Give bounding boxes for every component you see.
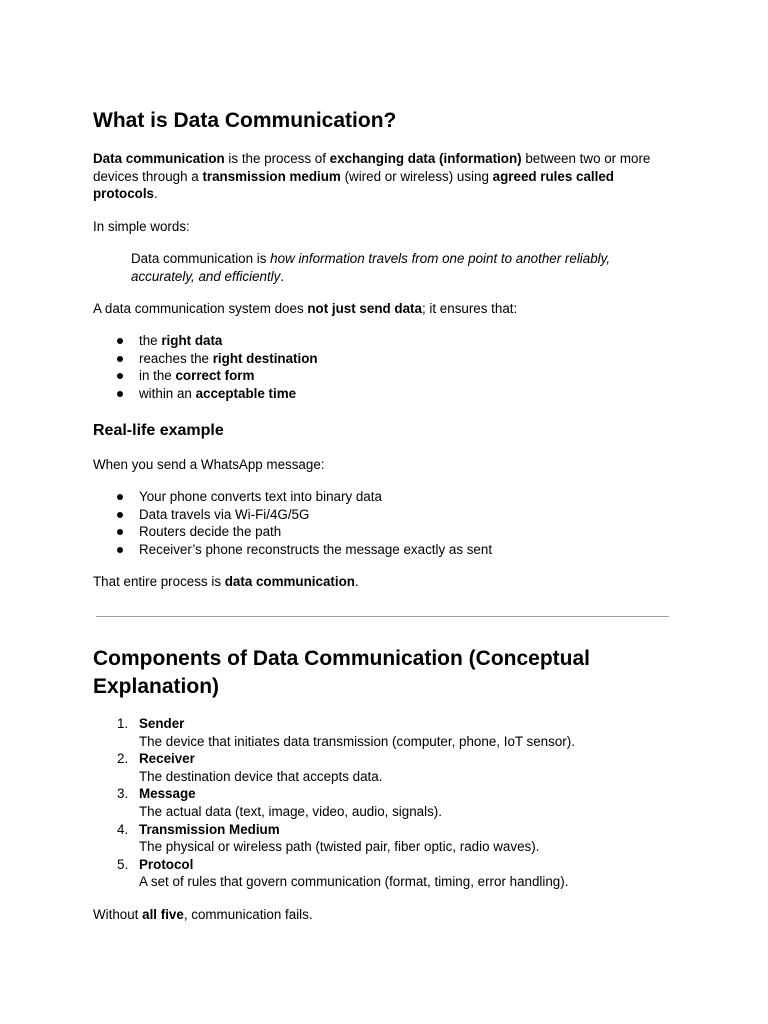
text-run: the bbox=[139, 333, 162, 348]
bullet-icon bbox=[117, 373, 123, 379]
text-run: within an bbox=[139, 385, 196, 401]
text-run: . bbox=[280, 268, 285, 284]
text-run: ; it ensures that: bbox=[421, 301, 518, 316]
list-item bbox=[93, 523, 492, 541]
section-divider bbox=[96, 616, 669, 617]
bold-text: agreed rules called protocols bbox=[93, 168, 614, 202]
bold-text: exchanging data (information) bbox=[329, 151, 522, 166]
closing-paragraph bbox=[93, 906, 663, 924]
bullet-icon bbox=[117, 338, 123, 344]
bullet-icon bbox=[117, 547, 123, 553]
bold-text: data communication bbox=[224, 574, 355, 589]
component-item bbox=[93, 785, 575, 820]
list-item-text: Routers decide the path bbox=[139, 524, 282, 540]
bold-text: acceptable time bbox=[195, 385, 297, 401]
component-description: A set of rules that govern communication (format, timing, error handling). bbox=[139, 874, 569, 890]
text-run: A data communication system does bbox=[93, 301, 308, 316]
example-intro: When you send a WhatsApp message: bbox=[93, 457, 325, 472]
list-item bbox=[93, 488, 492, 506]
component-title: Message bbox=[139, 786, 196, 802]
bullet-icon bbox=[117, 529, 123, 535]
bold-text: all five bbox=[142, 907, 184, 922]
real-life-example-heading: Real-life example bbox=[93, 422, 224, 439]
list-item bbox=[93, 350, 318, 368]
bold-text: transmission medium bbox=[202, 168, 341, 184]
bullet-icon bbox=[117, 391, 123, 397]
text-run: between two or more devices through a bbox=[93, 151, 651, 184]
list-item-text: Your phone converts text into binary data bbox=[139, 489, 382, 504]
component-number: 2. bbox=[117, 751, 129, 767]
ensures-paragraph bbox=[93, 300, 663, 318]
component-title: Receiver bbox=[139, 751, 195, 767]
component-title: Transmission Medium bbox=[139, 821, 280, 837]
list-item bbox=[93, 541, 492, 559]
list-item bbox=[93, 367, 318, 385]
text-run: in the bbox=[139, 368, 176, 384]
component-description: The physical or wireless path (twisted pair, fiber optic, radio waves). bbox=[139, 839, 540, 855]
text-run: , communication fails. bbox=[183, 907, 313, 922]
component-item bbox=[93, 821, 575, 856]
component-title: Sender bbox=[139, 716, 185, 731]
italic-text: how information travels from one point to another reliably, accurately, and efficiently bbox=[131, 251, 611, 284]
text-run: Data communication is bbox=[131, 251, 271, 266]
list-item bbox=[93, 506, 492, 524]
list-item-text: Receiver’s phone reconstructs the message exactly as sent bbox=[139, 541, 493, 557]
component-number: 5. bbox=[117, 856, 129, 872]
text-run: That entire process is bbox=[93, 574, 225, 589]
bullet-icon bbox=[117, 512, 123, 518]
component-number: 4. bbox=[117, 821, 129, 837]
text-run: reaches the bbox=[139, 350, 213, 366]
bullet-icon bbox=[117, 356, 123, 362]
text-run: . bbox=[154, 186, 158, 202]
bullet-icon bbox=[117, 494, 123, 500]
list-item-text: Data travels via Wi-Fi/4G/5G bbox=[139, 506, 310, 522]
component-item bbox=[93, 750, 575, 785]
list-item bbox=[93, 385, 318, 403]
bold-text: right destination bbox=[212, 350, 318, 366]
section-title-components: Components of Data Communication (Conceptual Explanation) bbox=[93, 647, 591, 698]
component-description: The actual data (text, image, video, audio, signals). bbox=[139, 803, 442, 819]
component-title: Protocol bbox=[139, 856, 194, 872]
bold-text: right data bbox=[161, 333, 223, 348]
component-description: The destination device that accepts data. bbox=[139, 768, 383, 784]
bold-text: Data communication bbox=[93, 151, 225, 166]
example-list bbox=[93, 488, 492, 558]
intro-paragraph bbox=[93, 150, 663, 203]
components-list bbox=[93, 715, 575, 891]
bold-text: not just send data bbox=[307, 301, 422, 316]
list-item bbox=[93, 332, 318, 350]
component-item bbox=[93, 856, 575, 891]
simple-words-label: In simple words: bbox=[93, 219, 190, 234]
bold-text: correct form bbox=[175, 368, 255, 384]
text-run: is the process of bbox=[224, 151, 330, 166]
component-description: The device that initiates data transmission (computer, phone, IoT sensor). bbox=[139, 733, 575, 749]
ensure-list bbox=[93, 332, 318, 402]
component-number: 3. bbox=[117, 786, 129, 802]
text-run: . bbox=[354, 574, 359, 589]
text-run: Without bbox=[93, 907, 143, 922]
component-item bbox=[93, 715, 575, 750]
conclusion-paragraph bbox=[93, 573, 663, 591]
definition-quote bbox=[131, 250, 631, 285]
component-number: 1. bbox=[117, 716, 129, 731]
text-run: (wired or wireless) using bbox=[340, 168, 493, 184]
section-title-data-communication: What is Data Communication? bbox=[93, 109, 397, 132]
